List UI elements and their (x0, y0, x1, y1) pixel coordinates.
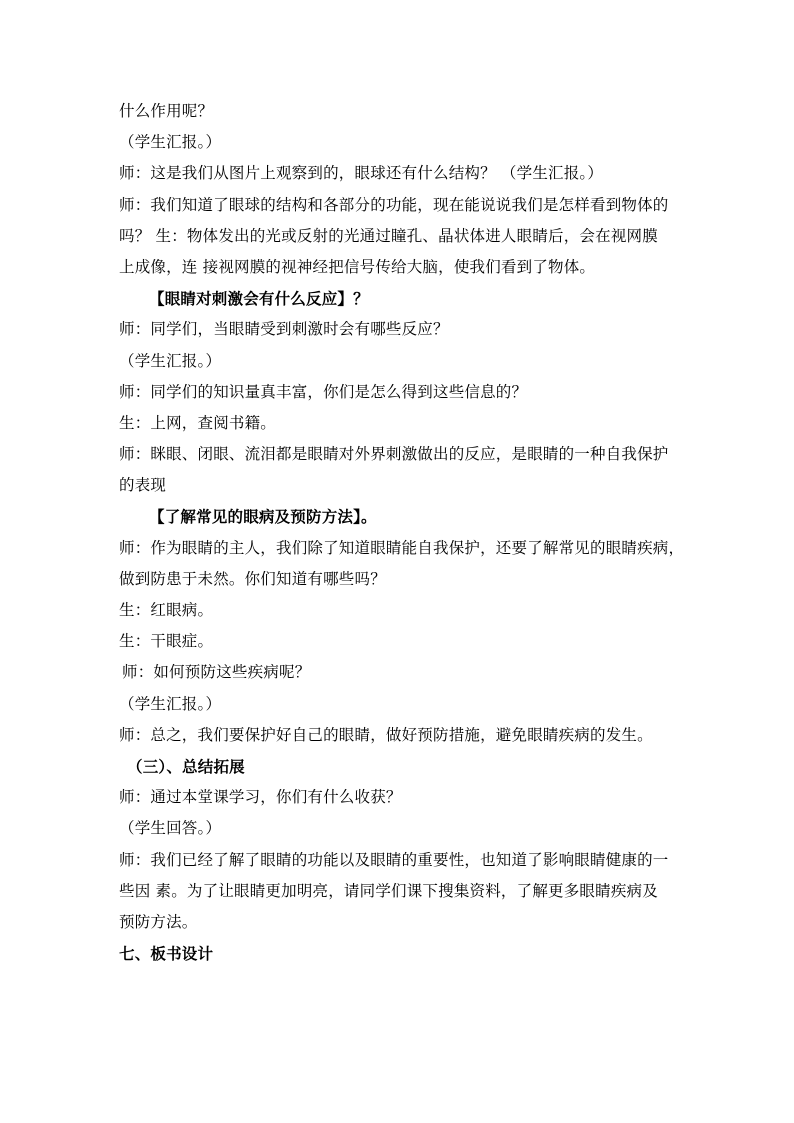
text-line: 师：这是我们从图片上观察到的，眼球还有什么结构？ （学生汇报。） (119, 164, 604, 183)
text-line: （学生汇报。） (119, 694, 222, 713)
text-line: 师：眯眼、闭眼、流泪都是眼睛对外界刺激做出的反应，是眼睛的一种自我保护 (119, 445, 669, 464)
text-line: （学生汇报。） (119, 351, 222, 370)
section-heading: 七、板书设计 (119, 944, 214, 964)
section-heading: （三）、总结拓展 (127, 756, 245, 776)
document-body (119, 96, 685, 969)
text-line: 师：通过本堂课学习，你们有什么收获？ (119, 788, 402, 807)
text-line: 预防方法。 (119, 912, 198, 931)
section-heading: 【眼睛对刺激会有什么反应】？ (149, 289, 369, 309)
text-line: 生：上网，查阅书籍。 (119, 413, 277, 432)
text-line: 师：如何预防这些疾病呢？ (122, 663, 311, 682)
section-heading: 【了解常见的眼病及预防方法】。 (149, 507, 377, 527)
text-line: 做到防患于未然。你们知道有哪些吗？ (119, 569, 386, 588)
text-line: 师：作为眼睛的主人，我们除了知道眼睛能自我保护，还要了解常见的眼睛疾病， (119, 538, 685, 557)
text-line: 师：我们已经了解了眼睛的功能以及眼睛的重要性，也知道了影响眼睛健康的一 (119, 850, 669, 869)
text-line: 师：同学们的知识量真丰富，你们是怎么得到这些信息的？ (119, 382, 528, 401)
text-line: 上成像，连 接视网膜的视神经把信号传给大脑，使我们看到了物体。 (119, 257, 596, 276)
text-line: 吗？ 生：物体发出的光或反射的光通过瞳孔、晶状体进人眼睛后，会在视网膜 (119, 226, 658, 245)
text-line: 的表现 (119, 476, 167, 495)
text-line: 些因 素。为了让眼睛更加明亮，请同学们课下搜集资料，了解更多眼睛疾病及 (119, 881, 658, 900)
text-line: 师：总之，我们要保护好自己的眼睛，做好预防措施，避免眼睛疾病的发生。 (119, 725, 653, 744)
text-line: （学生汇报。） (119, 133, 222, 152)
text-line: 师：同学们，当眼睛受到刺激时会有哪些反应？ (119, 320, 449, 339)
text-line: 生：红眼病。 (119, 601, 214, 619)
text-line: （学生回答。） (119, 819, 222, 838)
text-line: 生：干眼症。 (119, 632, 214, 651)
text-line: 师：我们知道了眼球的结构和各部分的功能，现在能说说我们是怎样看到物体的 (119, 195, 669, 214)
text-line: 什么作用呢？ (119, 102, 214, 120)
